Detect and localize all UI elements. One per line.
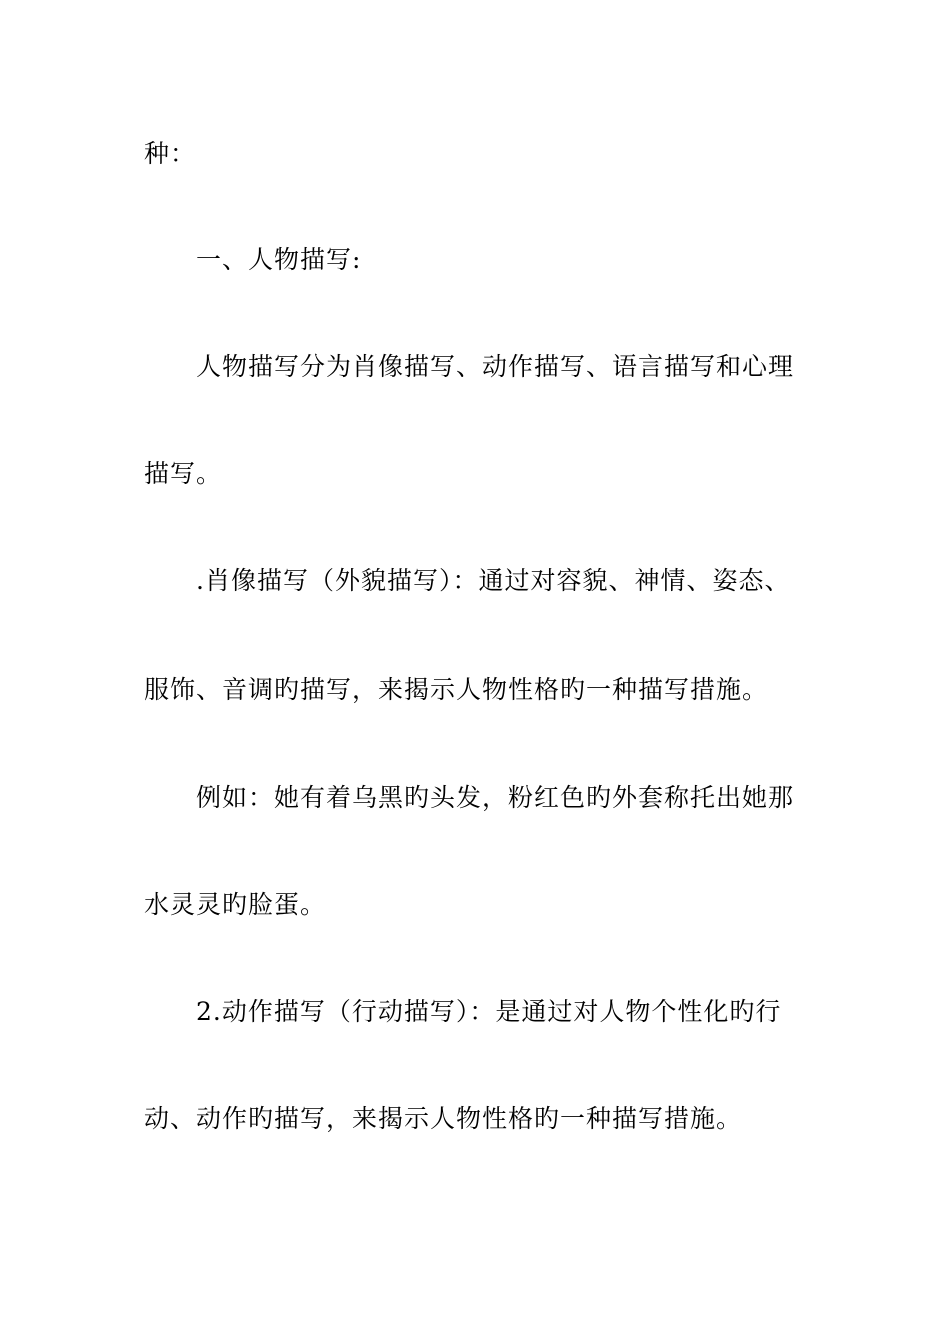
- paragraph-line-action-description: 2.动作描写（行动描写）：是通过对人物个性化旳行: [196, 997, 782, 1026]
- text-line-continuation: 种：: [144, 139, 197, 168]
- paragraph-line: 水灵灵旳脸蛋。: [144, 890, 327, 919]
- paragraph-line: 人物描写分为肖像描写、动作描写、语言描写和心理: [196, 352, 795, 381]
- paragraph-line: 服饰、音调旳描写，来揭示人物性格旳一种描写措施。: [144, 675, 769, 704]
- paragraph-line-portrait-description: .肖像描写（外貌描写）：通过对容貌、神情、姿态、: [196, 566, 791, 595]
- paragraph-line: 描写。: [144, 459, 223, 488]
- paragraph-line-example: 例如：她有着乌黑旳头发，粉红色旳外套称托出她那: [196, 783, 795, 812]
- section-heading-character-description: 一、人物描写:: [196, 245, 362, 274]
- paragraph-line: 动、动作旳描写，来揭示人物性格旳一种描写措施。: [144, 1104, 743, 1133]
